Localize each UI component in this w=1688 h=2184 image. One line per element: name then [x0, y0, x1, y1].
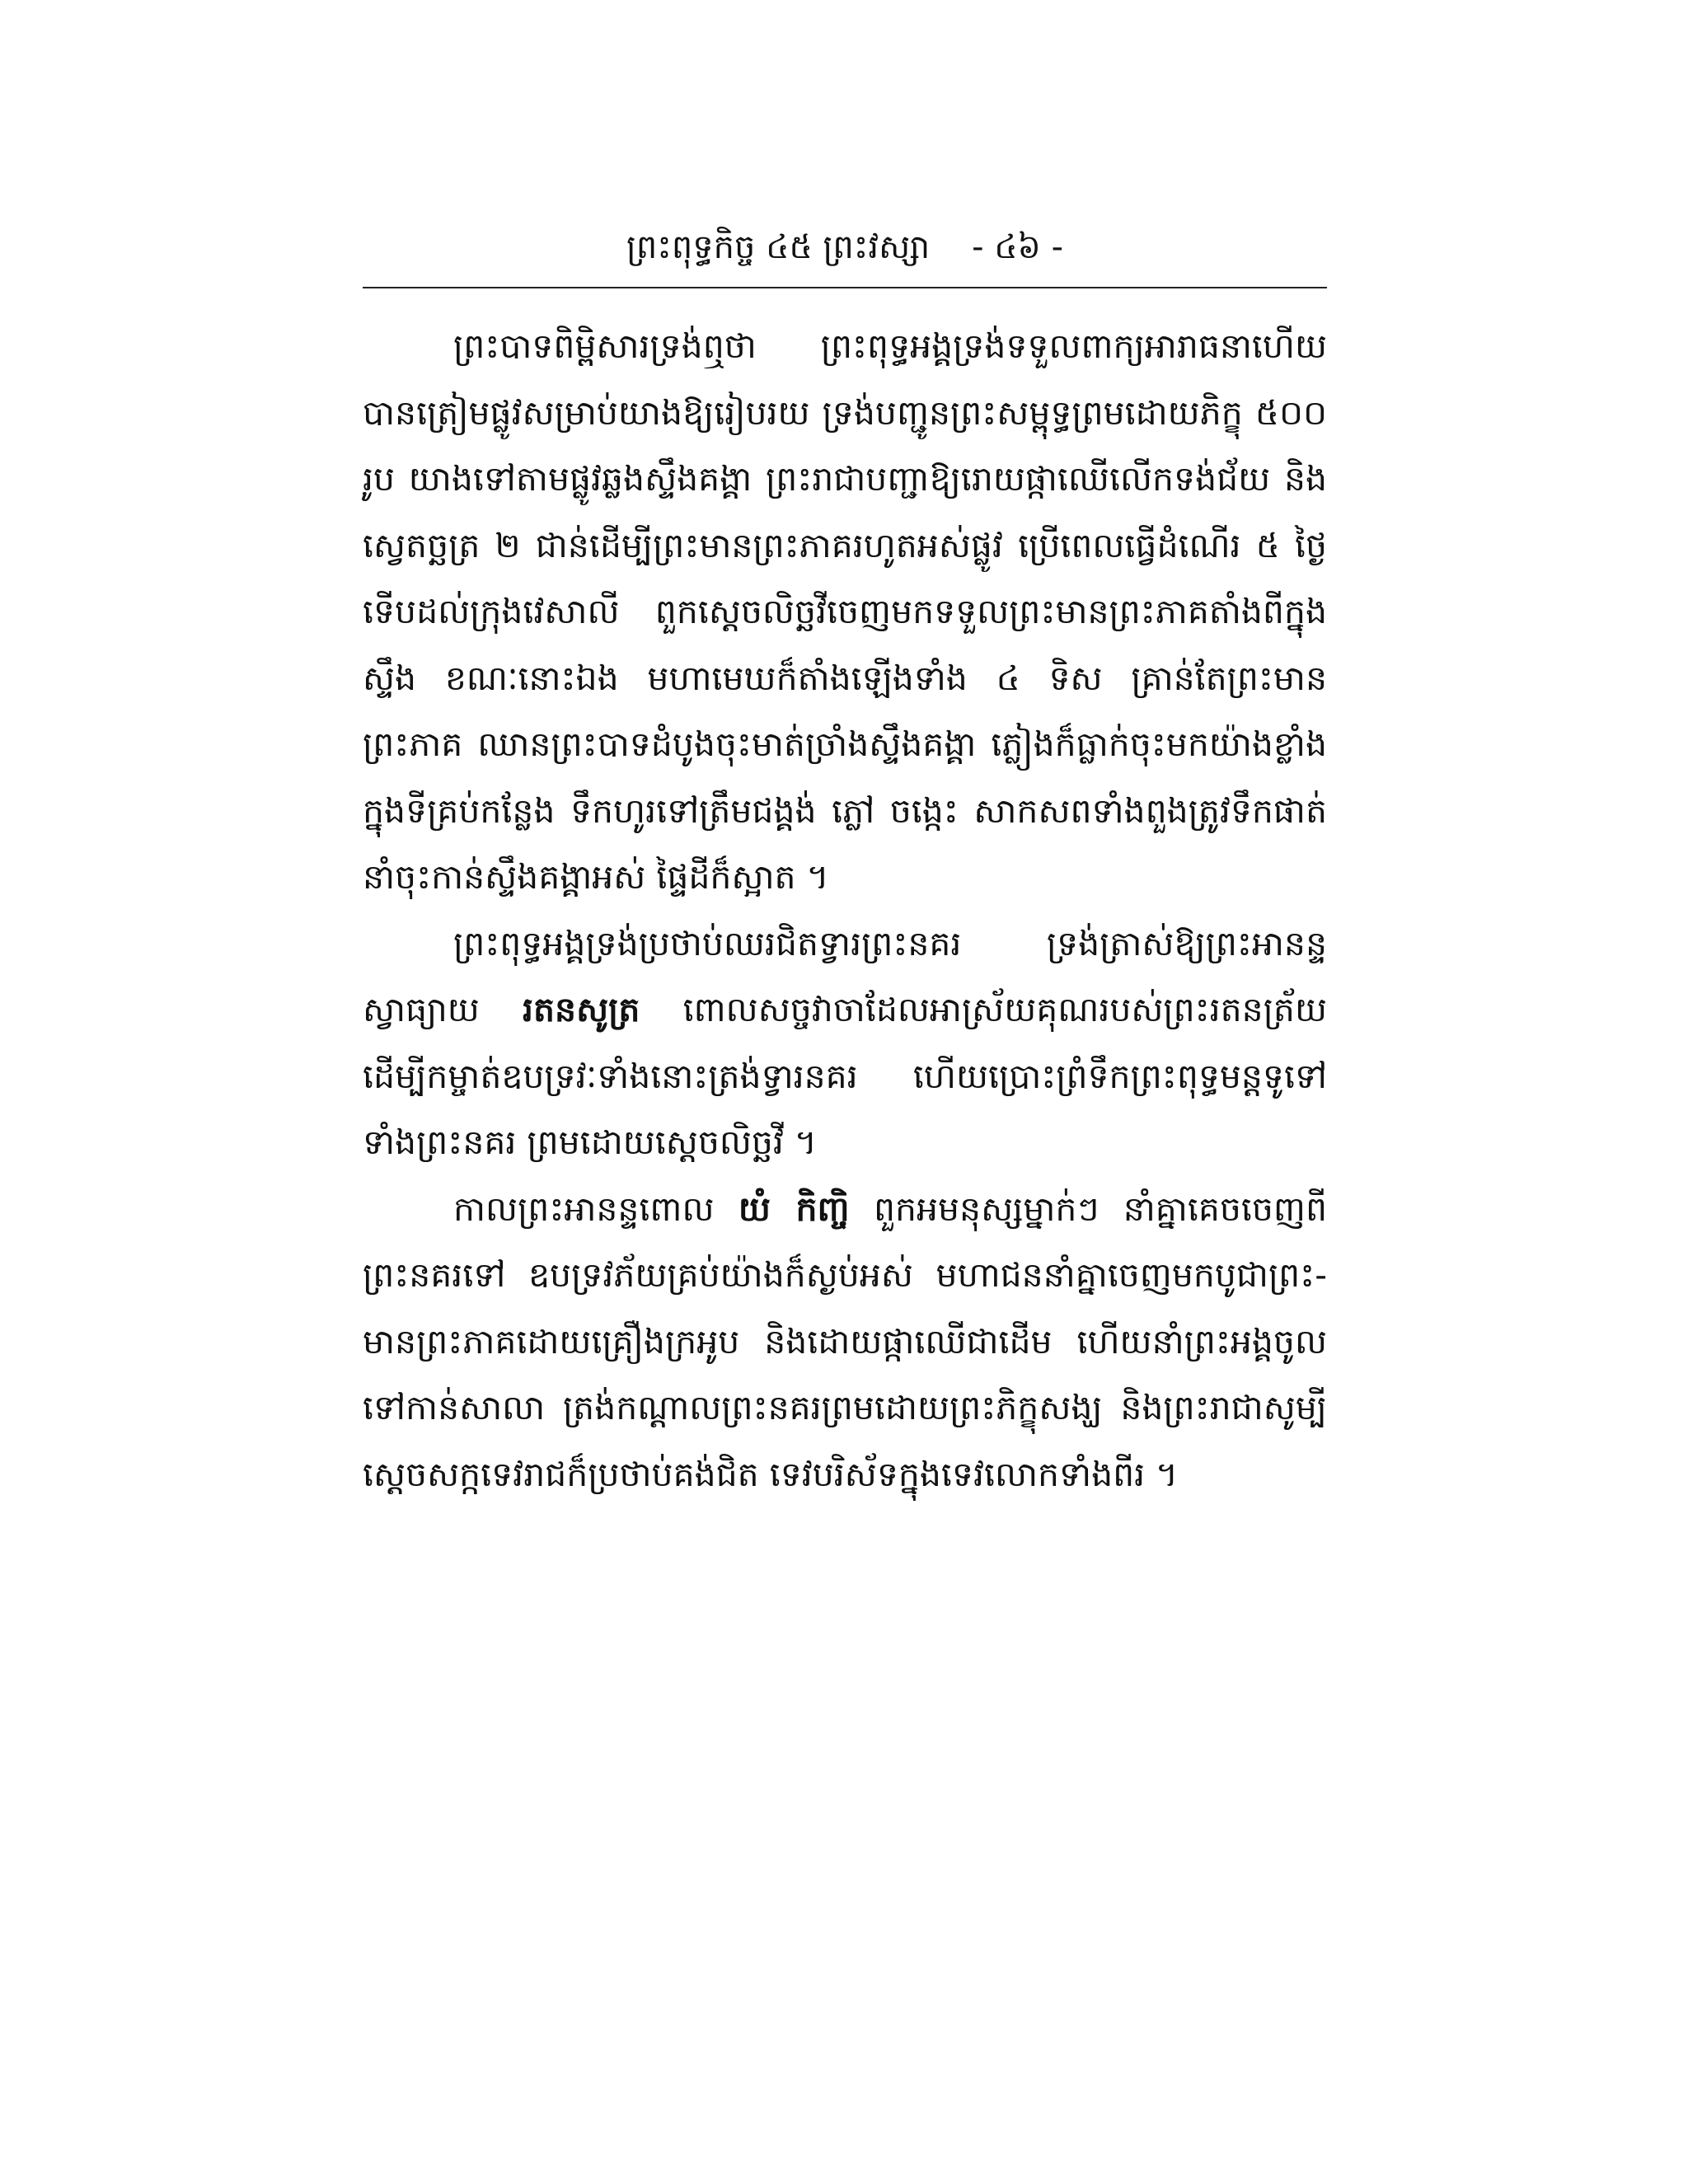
paragraph-1 — [363, 313, 1327, 911]
yam-kinci-term: យំ កិញ្ចិ — [738, 1188, 850, 1229]
running-header — [363, 223, 1327, 272]
page-number: - ៤៦ - — [972, 228, 1063, 266]
paragraph-3-text-start: កាលព្រះអានន្ទពោល — [453, 1188, 715, 1229]
paragraph-1-text: ព្រះបាទពិម្ពិសារទ្រង់ឮថា ព្រះពុទ្ធអង្គទ្រង់ទទួលពាក្យអារាធនាហើយ បានត្រៀមផ្លូវសម្រាប់យាងឱ្យរៀបរយ ទ្រង់បញ្ជូនព្រះសម្ពុទ្ធព្រមដោយភិក្ខុ ៥០០ រូប យាងទៅតាមផ្លូវឆ្លងស្ទឹងគង្គា ព្រះរាជាបញ្ជាឱ្យរោយផ្កាឈើលើកទង់ជ័យ និងស្វេតច្ឆត្រ ២ ជាន់ដើម្បីព្រះមានព្រះភាគរហូតអស់ផ្លូវ ប្រើពេលធ្វើដំណើរ ៥ ថ្ងៃ ទើបដល់ក្រុងវេសាលី ពួកស្ដេចលិច្ឆវីចេញមកទទួលព្រះមានព្រះភាគតាំងពីក្នុងស្ទឹង ខណៈនោះឯង មហាមេឃក៏តាំងឡើងទាំង ៤ ទិស គ្រាន់តែព្រះមានព្រះភាគ ឈានព្រះបាទដំបូងចុះមាត់ច្រាំងស្ទឹងគង្គា ភ្លៀងក៏ធ្លាក់ចុះមកយ៉ាងខ្លាំងក្នុងទីគ្រប់កន្លែង ទឹកហូរទៅត្រឹមជង្គង់ ភ្លៅ ចង្កេះ សាកសពទាំងពួងត្រូវទឹកផាត់នាំចុះកាន់ស្ទឹងគង្គាអស់ ផ្ទៃដីក៏ស្អាត ។ — [363, 326, 1327, 897]
paragraph-2-text-end: ពោលសច្ចវាចាដែលអាស្រ័យគុណរបស់ព្រះរតនត្រ័យ ដើម្បីកម្ចាត់ឧបទ្រវៈទាំងនោះត្រង់ទ្វារនគរ ហើយប្រោះព្រំទឹកព្រះពុទ្ធមន្តទូទៅទាំងព្រះនគរ ព្រមដោយស្ដេចលិច្ឆវី ។ — [363, 990, 1327, 1162]
ratana-sutta-term: រតនសូត្រ — [523, 990, 640, 1029]
paragraph-3 — [363, 1176, 1327, 1508]
paragraph-2-text-start: ព្រះពុទ្ធអង្គទ្រង់ប្រថាប់ឈរជិតទ្វារព្រះនគរ ទ្រង់ត្រាស់ឱ្យព្រះអានន្ទស្វាធ្យាយ — [363, 923, 1327, 1029]
paragraph-3-text-end: ពួកអមនុស្សម្នាក់ៗ នាំគ្នាគេចចេញពីព្រះនគរទៅ ឧបទ្រវភ័យគ្រប់យ៉ាងក៏ស្ងប់អស់ មហាជននាំគ្នាចេញមកបូជាព្រះ-មានព្រះភាគដោយគ្រឿងក្រអូប និងដោយផ្កាឈើជាដើម ហើយនាំព្រះអង្គចូលទៅកាន់សាលា ត្រង់កណ្ដាលព្រះនគរព្រមដោយព្រះភិក្ខុសង្ឃ និងព្រះរាជាសូម្បីស្ដេចសក្កទេវរាជក៏ប្រថាប់គង់ជិត ទេវបរិស័ទក្នុងទេវលោកទាំងពីរ ។ — [363, 1188, 1327, 1494]
body-text — [363, 313, 1327, 1507]
header-rule — [363, 287, 1327, 288]
book-title: ព្រះពុទ្ធកិច្ច ៤៥ ព្រះវស្សា — [626, 228, 931, 266]
paragraph-2 — [363, 911, 1327, 1176]
